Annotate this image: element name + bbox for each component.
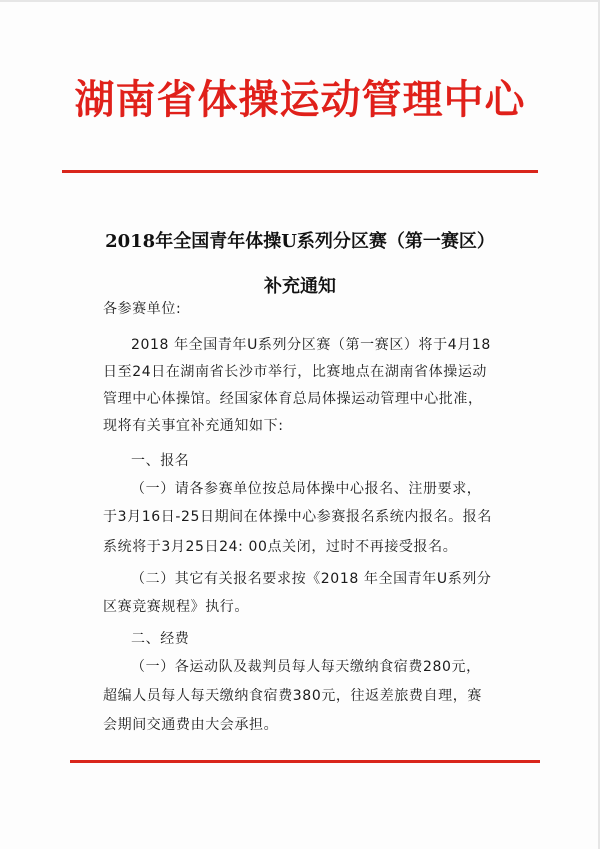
paragraph-line: 超编人员每人每天缴纳食宿费380元，往返差旅费自理，赛 [103, 688, 482, 704]
paragraph-line: 现将有关事宜补充通知如下: [103, 418, 284, 434]
paragraph-line: 区赛竞赛规程》执行。 [103, 599, 249, 615]
document-subtitle: 补充通知 [264, 276, 336, 297]
paragraph-line: 系统将于3月25日24: 00点关闭，过时不再接受报名。 [103, 539, 458, 555]
letterhead-title: 湖南省体操运动管理中心 [74, 77, 526, 123]
section-heading: 二、经费 [131, 631, 190, 647]
paragraph-line: （一）各运动队及裁判员每人每天缴纳食宿费280元， [131, 659, 481, 675]
document-title: 2018年全国青年体操U系列分区赛（第一赛区） [105, 231, 495, 252]
footer-red-rule [70, 760, 540, 763]
paragraph-line: 日至24日在湖南省长沙市举行，比赛地点在湖南省体操运动 [103, 364, 488, 380]
letterhead-red-rule [62, 170, 538, 173]
section-heading: 一、报名 [131, 453, 190, 469]
salutation: 各参赛单位: [103, 301, 182, 317]
paragraph-line: 会期间交通费由大会承担。 [103, 717, 279, 733]
paragraph-line: 2018 年全国青年U系列分区赛（第一赛区）将于4月18 [131, 337, 491, 353]
paragraph-line: 管理中心体操馆。经国家体育总局体操运动管理中心批准， [103, 391, 483, 407]
paragraph-line: （二）其它有关报名要求按《2018 年全国青年U系列分 [131, 571, 492, 587]
paragraph-line: 于3月16日-25日期间在体操中心参赛报名系统内报名。报名 [103, 509, 492, 525]
scan-edge-mark [0, 0, 600, 2]
paragraph-line: （一）请各参赛单位按总局体操中心报名、注册要求， [131, 481, 482, 497]
